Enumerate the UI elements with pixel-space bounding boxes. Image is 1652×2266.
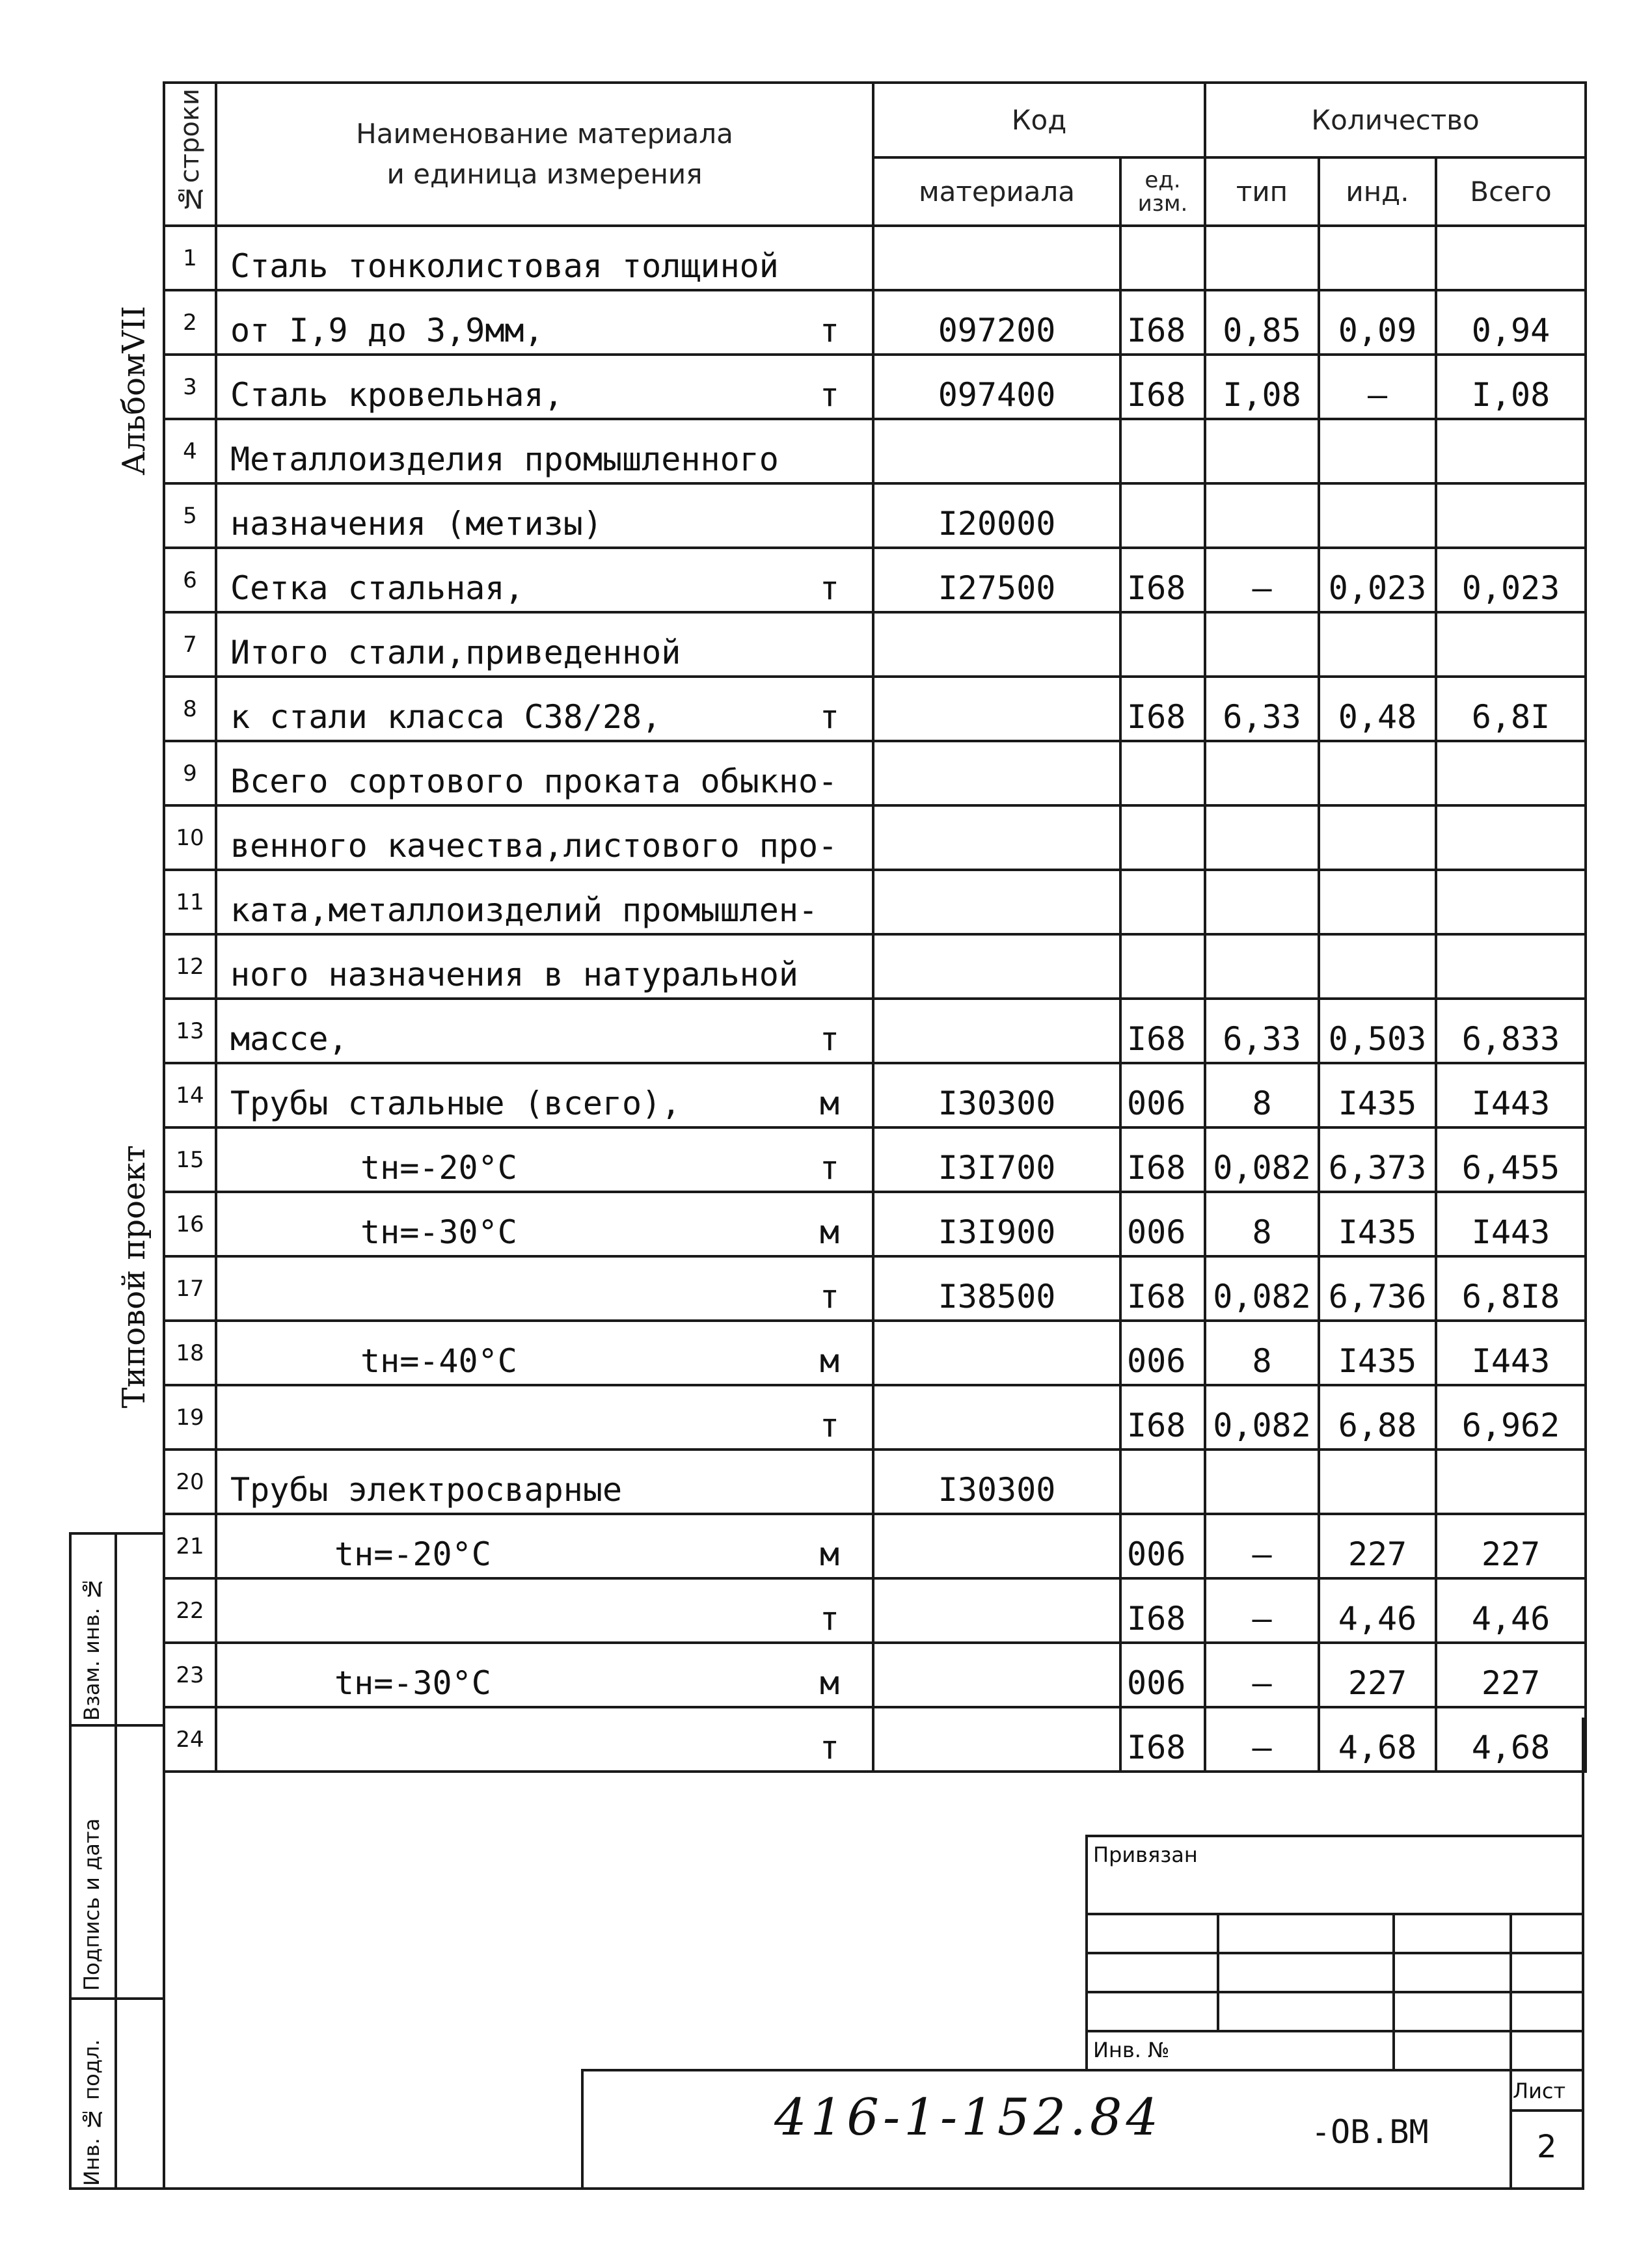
qty-ind: 227: [1319, 1643, 1436, 1707]
qty-total: I443: [1436, 1321, 1586, 1385]
material-name-text: tн=-20°С: [334, 1535, 491, 1573]
unit-code: I68: [1120, 355, 1205, 419]
material-name-text: массе,: [230, 1020, 348, 1058]
material-name-text: Итого стали,приведенной: [230, 634, 681, 671]
project-label: Типовой проект: [116, 1145, 152, 1409]
qty-ind: 4,68: [1319, 1707, 1436, 1772]
unit-code: [1120, 870, 1205, 934]
qty-type: –: [1205, 1707, 1319, 1772]
qty-total: I,08: [1436, 355, 1586, 419]
material-name: [216, 1450, 873, 1514]
row-number: 23: [164, 1643, 216, 1707]
row-number: 3: [164, 355, 216, 419]
qty-type: –: [1205, 1643, 1319, 1707]
material-unit: м: [819, 1085, 839, 1122]
material-name: [216, 870, 873, 934]
sheet-number: 2: [1537, 2129, 1557, 2165]
material-code: [873, 1643, 1120, 1707]
qty-total: 0,023: [1436, 548, 1586, 612]
sheet-label: Лист: [1513, 2079, 1566, 2103]
table-row: [164, 355, 1586, 419]
qty-total: [1436, 419, 1586, 483]
material-unit: т: [819, 698, 839, 736]
material-unit: т: [819, 569, 839, 607]
qty-type: [1205, 1450, 1319, 1514]
row-number: 2: [164, 290, 216, 355]
material-code: [873, 1578, 1120, 1643]
table-row: [164, 1643, 1586, 1707]
qty-total: 6,8I8: [1436, 1256, 1586, 1321]
row-number: 9: [164, 741, 216, 805]
material-name-text: Всего сортового проката обыкно-: [230, 762, 838, 800]
unit-code: [1120, 1450, 1205, 1514]
material-code: [873, 934, 1120, 999]
material-code: [873, 999, 1120, 1063]
material-name-text: tн=-30°С: [334, 1664, 491, 1702]
material-name-text: Металлоизделия промышленного: [230, 440, 779, 478]
material-code: [873, 1514, 1120, 1578]
material-unit: м: [819, 1664, 839, 1702]
material-name: [216, 999, 873, 1063]
qty-total: [1436, 483, 1586, 548]
unit-code: [1120, 419, 1205, 483]
unit-code: 006: [1120, 1321, 1205, 1385]
qty-type: [1205, 483, 1319, 548]
qty-type: [1205, 805, 1319, 870]
material-name: [216, 226, 873, 290]
material-code: I20000: [873, 483, 1120, 548]
header-code: Код: [873, 83, 1205, 157]
qty-ind: 227: [1319, 1514, 1436, 1578]
material-name: [216, 1385, 873, 1450]
inv-podl-label: Инв. № подл.: [79, 2039, 104, 2186]
qty-type: 0,082: [1205, 1385, 1319, 1450]
material-code: [873, 1385, 1120, 1450]
qty-total: 6,455: [1436, 1127, 1586, 1192]
table-row: [164, 483, 1586, 548]
material-name: [216, 548, 873, 612]
material-name: [216, 1256, 873, 1321]
header-row-no: №строки: [164, 83, 216, 226]
material-name-text: tн=-20°С: [360, 1149, 517, 1187]
qty-ind: 0,503: [1319, 999, 1436, 1063]
material-name: [216, 934, 873, 999]
table-row: [164, 741, 1586, 805]
material-code: [873, 870, 1120, 934]
material-unit: т: [819, 1407, 839, 1444]
material-code: [873, 1707, 1120, 1772]
qty-total: [1436, 805, 1586, 870]
material-name-text: ката,металлоизделий промышлен-: [230, 891, 819, 929]
qty-ind: –: [1319, 355, 1436, 419]
row-number: 1: [164, 226, 216, 290]
material-name: [216, 419, 873, 483]
material-unit: т: [819, 1729, 839, 1766]
qty-total: [1436, 870, 1586, 934]
unit-code: I68: [1120, 1385, 1205, 1450]
material-name: [216, 1127, 873, 1192]
material-code: I38500: [873, 1256, 1120, 1321]
table-body: [164, 226, 1586, 1772]
material-code: [873, 677, 1120, 741]
row-number: 12: [164, 934, 216, 999]
qty-total: [1436, 934, 1586, 999]
material-unit: т: [819, 1020, 839, 1058]
material-code: I3I700: [873, 1127, 1120, 1192]
table-row: [164, 1192, 1586, 1256]
privyazan-label: Привязан: [1093, 1842, 1198, 1867]
qty-ind: 0,09: [1319, 290, 1436, 355]
unit-code: I68: [1120, 999, 1205, 1063]
table-row: [164, 612, 1586, 677]
row-number: 13: [164, 999, 216, 1063]
row-number: 6: [164, 548, 216, 612]
material-unit: т: [819, 1278, 839, 1315]
material-name-text: Сталь кровельная,: [230, 376, 563, 414]
material-code: I27500: [873, 548, 1120, 612]
qty-ind: [1319, 934, 1436, 999]
material-name: [216, 1063, 873, 1127]
header-qty: Количество: [1205, 83, 1586, 157]
header-qty-ind: инд.: [1319, 157, 1436, 226]
unit-code: I68: [1120, 548, 1205, 612]
row-number: 14: [164, 1063, 216, 1127]
row-number: 22: [164, 1578, 216, 1643]
unit-code: [1120, 612, 1205, 677]
table-row: [164, 1063, 1586, 1127]
material-name-text: венного качества,листового про-: [230, 827, 838, 865]
qty-type: 8: [1205, 1063, 1319, 1127]
material-unit: т: [819, 1149, 839, 1187]
materials-table: [163, 81, 1587, 1773]
material-name: [216, 741, 873, 805]
qty-ind: I435: [1319, 1192, 1436, 1256]
unit-code: I68: [1120, 1707, 1205, 1772]
doc-number: 416-1-152.84: [774, 2088, 1163, 2147]
qty-type: [1205, 741, 1319, 805]
album-label: АльбомVII: [116, 306, 152, 476]
table-row: [164, 999, 1586, 1063]
qty-ind: 6,736: [1319, 1256, 1436, 1321]
row-number: 18: [164, 1321, 216, 1385]
row-number: 8: [164, 677, 216, 741]
unit-code: [1120, 934, 1205, 999]
qty-type: 8: [1205, 1321, 1319, 1385]
qty-ind: 6,88: [1319, 1385, 1436, 1450]
material-unit: т: [819, 376, 839, 414]
qty-type: –: [1205, 1578, 1319, 1643]
material-unit: т: [819, 312, 839, 349]
material-code: I30300: [873, 1450, 1120, 1514]
table-row: [164, 548, 1586, 612]
header-name: Наименование материала и единица измерения: [216, 83, 873, 226]
table-row: [164, 805, 1586, 870]
material-name: [216, 483, 873, 548]
row-number: 4: [164, 419, 216, 483]
row-number: 20: [164, 1450, 216, 1514]
qty-type: –: [1205, 1514, 1319, 1578]
qty-total: I443: [1436, 1063, 1586, 1127]
qty-type: 0,082: [1205, 1256, 1319, 1321]
qty-total: 0,94: [1436, 290, 1586, 355]
material-name: [216, 805, 873, 870]
table-row: [164, 290, 1586, 355]
qty-ind: 6,373: [1319, 1127, 1436, 1192]
unit-code: 006: [1120, 1063, 1205, 1127]
doc-suffix: -ОВ.ВМ: [1311, 2113, 1429, 2151]
qty-type: [1205, 226, 1319, 290]
qty-total: [1436, 612, 1586, 677]
qty-type: [1205, 612, 1319, 677]
table-row: [164, 934, 1586, 999]
qty-ind: [1319, 612, 1436, 677]
material-name-text: к стали класса С38/28,: [230, 698, 662, 736]
qty-total: 6,833: [1436, 999, 1586, 1063]
material-name-text: Трубы стальные (всего),: [230, 1085, 681, 1122]
unit-code: 006: [1120, 1514, 1205, 1578]
table-row: [164, 419, 1586, 483]
table-row: [164, 226, 1586, 290]
material-name-text: Сетка стальная,: [230, 569, 524, 607]
qty-ind: [1319, 741, 1436, 805]
header-code-unit: ед. изм.: [1120, 157, 1205, 226]
qty-type: [1205, 934, 1319, 999]
unit-code: [1120, 741, 1205, 805]
header-qty-type: тип: [1205, 157, 1319, 226]
table-row: [164, 870, 1586, 934]
qty-ind: [1319, 805, 1436, 870]
row-number: 10: [164, 805, 216, 870]
unit-code: [1120, 483, 1205, 548]
table-row: [164, 1578, 1586, 1643]
table-row: [164, 1450, 1586, 1514]
unit-code: I68: [1120, 1127, 1205, 1192]
material-name: [216, 1514, 873, 1578]
qty-ind: [1319, 419, 1436, 483]
unit-code: 006: [1120, 1192, 1205, 1256]
material-name: [216, 290, 873, 355]
qty-ind: 0,48: [1319, 677, 1436, 741]
inv-no-label: Инв. №: [1093, 2038, 1170, 2062]
material-code: 097400: [873, 355, 1120, 419]
material-unit: м: [819, 1342, 839, 1380]
material-name-text: Сталь тонколистовая толщиной: [230, 247, 779, 285]
row-number: 15: [164, 1127, 216, 1192]
table-row: [164, 1256, 1586, 1321]
qty-ind: I435: [1319, 1321, 1436, 1385]
table-row: [164, 1321, 1586, 1385]
qty-type: 6,33: [1205, 999, 1319, 1063]
material-code: 097200: [873, 290, 1120, 355]
material-code: I3I900: [873, 1192, 1120, 1256]
row-number: 11: [164, 870, 216, 934]
qty-ind: 4,46: [1319, 1578, 1436, 1643]
row-number: 21: [164, 1514, 216, 1578]
qty-total: 6,8I: [1436, 677, 1586, 741]
qty-ind: 0,023: [1319, 548, 1436, 612]
row-number: 17: [164, 1256, 216, 1321]
qty-ind: [1319, 870, 1436, 934]
material-name: [216, 1643, 873, 1707]
material-name: [216, 1192, 873, 1256]
material-name: [216, 355, 873, 419]
qty-total: 4,68: [1436, 1707, 1586, 1772]
unit-code: I68: [1120, 1578, 1205, 1643]
material-code: [873, 612, 1120, 677]
qty-total: I443: [1436, 1192, 1586, 1256]
material-name: [216, 612, 873, 677]
table-row: [164, 1385, 1586, 1450]
unit-code: I68: [1120, 1256, 1205, 1321]
material-name: [216, 1578, 873, 1643]
material-unit: м: [819, 1213, 839, 1251]
material-code: [873, 1321, 1120, 1385]
vzam-inv-label: Взам. инв. №: [79, 1576, 104, 1721]
material-name-text: от I,9 до 3,9мм,: [230, 312, 544, 349]
material-code: [873, 419, 1120, 483]
material-code: [873, 805, 1120, 870]
qty-type: 6,33: [1205, 677, 1319, 741]
row-number: 7: [164, 612, 216, 677]
qty-ind: [1319, 226, 1436, 290]
material-name: [216, 1707, 873, 1772]
qty-total: 4,46: [1436, 1578, 1586, 1643]
qty-type: [1205, 870, 1319, 934]
podpis-label: Подпись и дата: [79, 1818, 104, 1991]
unit-code: 006: [1120, 1643, 1205, 1707]
row-number: 19: [164, 1385, 216, 1450]
row-number: 16: [164, 1192, 216, 1256]
header-qty-total: Всего: [1436, 157, 1586, 226]
qty-type: I,08: [1205, 355, 1319, 419]
qty-total: [1436, 741, 1586, 805]
qty-total: 227: [1436, 1514, 1586, 1578]
row-number: 5: [164, 483, 216, 548]
material-name-text: назначения (метизы): [230, 505, 603, 543]
table-header: [164, 83, 1586, 226]
table-row: [164, 677, 1586, 741]
material-code: [873, 226, 1120, 290]
material-name-text: tн=-30°С: [360, 1213, 517, 1251]
qty-type: 8: [1205, 1192, 1319, 1256]
table-row: [164, 1707, 1586, 1772]
material-name-text: ного назначения в натуральной: [230, 956, 798, 993]
qty-type: [1205, 419, 1319, 483]
qty-total: 227: [1436, 1643, 1586, 1707]
material-name: [216, 1321, 873, 1385]
header-code-material: материала: [873, 157, 1120, 226]
material-name: [216, 677, 873, 741]
material-name-text: tн=-40°С: [360, 1342, 517, 1380]
unit-code: [1120, 805, 1205, 870]
qty-total: [1436, 226, 1586, 290]
material-unit: т: [819, 1600, 839, 1638]
material-code: I30300: [873, 1063, 1120, 1127]
material-code: [873, 741, 1120, 805]
qty-ind: [1319, 1450, 1436, 1514]
table-row: [164, 1127, 1586, 1192]
qty-ind: [1319, 483, 1436, 548]
material-name-text: Трубы электросварные: [230, 1471, 623, 1509]
qty-ind: I435: [1319, 1063, 1436, 1127]
qty-total: 6,962: [1436, 1385, 1586, 1450]
unit-code: [1120, 226, 1205, 290]
qty-total: [1436, 1450, 1586, 1514]
qty-type: 0,082: [1205, 1127, 1319, 1192]
material-unit: м: [819, 1535, 839, 1573]
row-number: 24: [164, 1707, 216, 1772]
unit-code: I68: [1120, 677, 1205, 741]
unit-code: I68: [1120, 290, 1205, 355]
qty-type: –: [1205, 548, 1319, 612]
table-row: [164, 1514, 1586, 1578]
qty-type: 0,85: [1205, 290, 1319, 355]
